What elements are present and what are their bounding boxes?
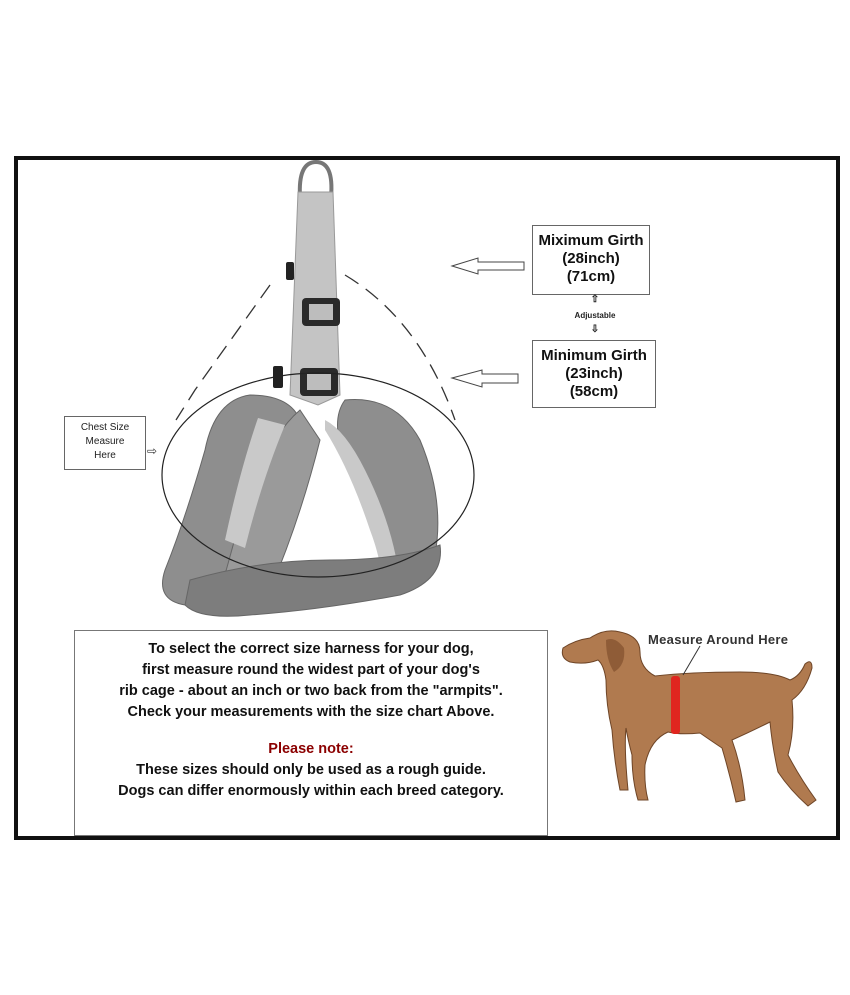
max-girth-title: Miximum Girth [538,232,644,249]
min-girth-box [532,340,656,408]
measure-band [671,676,680,734]
max-girth-inch: (28inch) [562,250,620,267]
min-girth-title: Minimum Girth [541,347,647,364]
adjustable-indicator [560,294,630,335]
down-arrow-icon: ⇩ [590,324,600,335]
instructions-line3: rib cage - about an inch or two back from the "armpits". [119,683,503,699]
chest-size-line1: Chest Size [80,422,130,433]
note-line1: These sizes should only be used as a rough guide. [136,762,486,778]
instructions-line4: Check your measurements with the size chart Above. [127,704,495,720]
arrow-max-girth-icon [452,258,524,274]
up-arrow-icon: ⇧ [590,294,600,305]
chest-arrow-icon: ⇨ [147,444,158,458]
max-girth-box [532,225,650,295]
chest-size-line2: Measure [85,436,125,447]
adjustable-label: Adjustable [574,311,616,320]
instructions-box [74,630,548,836]
max-girth-cm: (71cm) [566,268,616,285]
chest-size-box [64,416,146,470]
note-line2: Dogs can differ enormously within each breed category. [118,783,504,799]
dog-illustration [562,631,816,806]
arrow-min-girth-icon [452,370,518,387]
dog-caption: Measure Around Here [648,632,789,647]
note-title: Please note: [268,741,354,757]
instructions-line1: To select the correct size harness for your dog, [148,641,474,657]
min-girth-inch: (23inch) [565,365,623,382]
instructions-line2: first measure round the widest part of your dog's [142,662,480,678]
dashed-guide-right [345,275,455,420]
min-girth-cm: (58cm) [569,383,619,400]
chest-size-line3: Here [94,450,116,461]
